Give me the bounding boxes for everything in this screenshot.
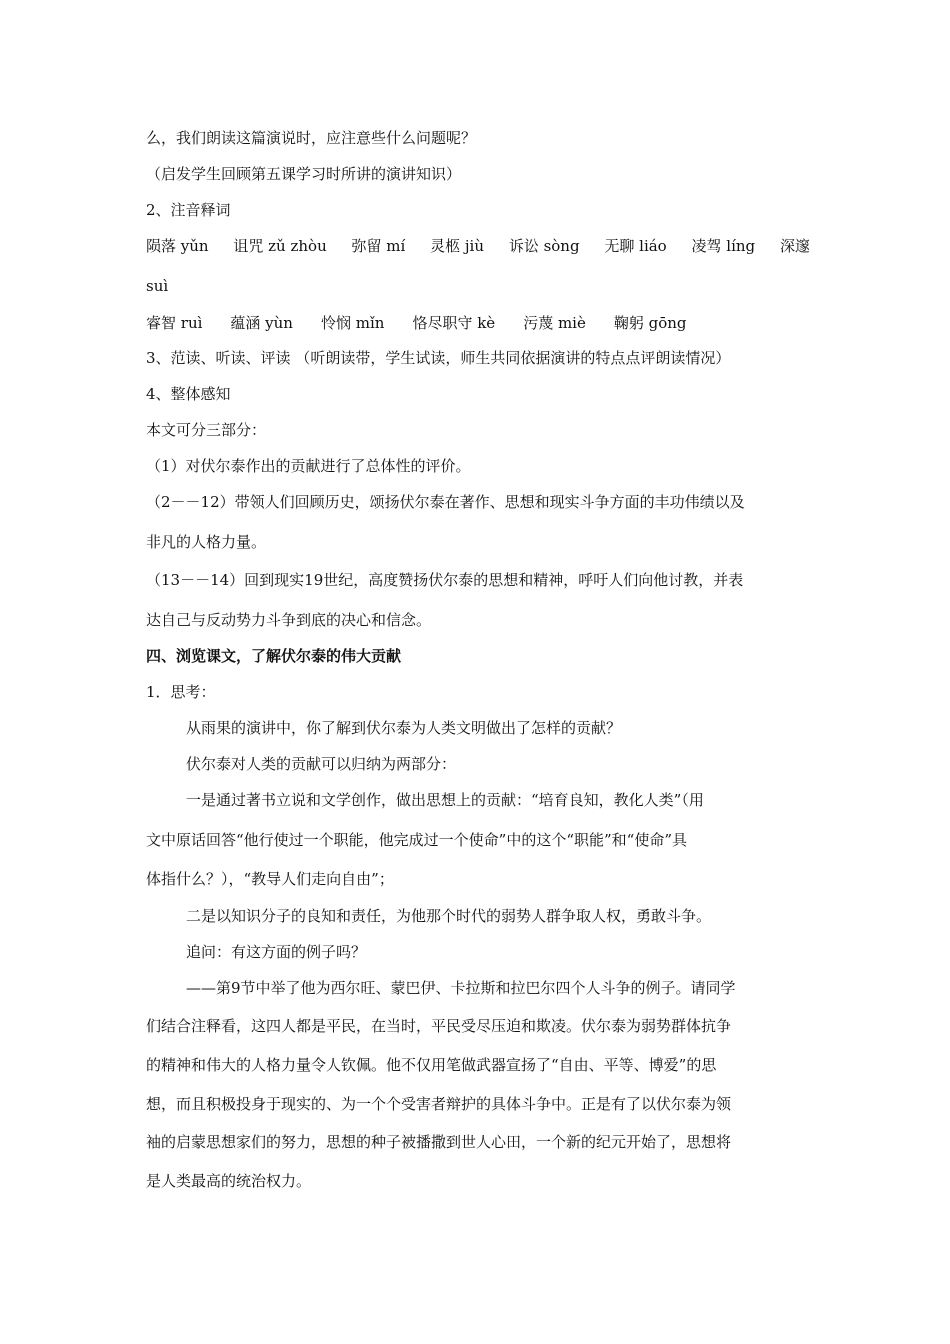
- vocab-item: 恪尽职守 kè: [412, 314, 496, 332]
- vocab-item: 弥留 mí: [351, 237, 406, 255]
- text-line: 是人类最高的统治权力。: [146, 1172, 312, 1190]
- text-line: 袖的启蒙思想家们的努力，思想的种子被播撒到世人心田，一个新的纪元开始了，思想将: [146, 1133, 732, 1151]
- text-line: （13－－14）回到现实19世纪，高度赞扬伏尔泰的思想和精神，呼吁人们向他讨教，并表: [146, 571, 744, 589]
- text-line: 二是以知识分子的良知和责任，为他那个时代的弱势人群争取人权，勇敢斗争。: [186, 907, 712, 925]
- vocab-item: 污蔑 miè: [523, 314, 586, 332]
- vocab-item: 怜悯 mǐn: [320, 314, 385, 332]
- text-line: 4、整体感知: [146, 385, 231, 403]
- vocab-item: 诅咒 zǔ zhòu: [233, 237, 327, 255]
- vocab-row: [146, 236, 810, 256]
- text-line: 们结合注释看，这四人都是平民，在当时，平民受尽压迫和欺凌。伏尔泰为弱势群体抗争: [146, 1017, 732, 1035]
- text-line: 1．思考：: [146, 683, 216, 701]
- vocab-item: 蕴涵 yùn: [230, 314, 293, 332]
- text-line: 本文可分三部分：: [146, 421, 267, 439]
- text-line: 2、注音释词: [146, 201, 231, 219]
- vocab-item: 诉讼 sòng: [508, 237, 580, 255]
- text-line: 体指什么？），“教导人们走向自由”；: [146, 870, 394, 888]
- text-line: 的精神和伟大的人格力量令人钦佩。他不仅用笔做武器宣扬了“自由、平等、博爱”的思: [146, 1056, 717, 1074]
- vocab-row: [146, 313, 810, 333]
- vocab-item: 无聊 liáo: [604, 237, 667, 255]
- vocab-item: 陨落 yǔn: [146, 237, 209, 255]
- text-line: （2－－12）带领人们回顾历史，颂扬伏尔泰在著作、思想和现实斗争方面的丰功伟绩以及: [146, 493, 745, 511]
- text-line: 从雨果的演讲中，你了解到伏尔泰为人类文明做出了怎样的贡献？: [186, 719, 622, 737]
- text-line: 非凡的人格力量。: [146, 533, 267, 551]
- vocab-item: 睿智 ruì: [146, 314, 203, 332]
- text-line: ——第9节中举了他为西尔旺、蒙巴伊、卡拉斯和拉巴尔四个人斗争的例子。请同学: [186, 979, 736, 997]
- text-line: （启发学生回顾第五课学习时所讲的演讲知识）: [146, 165, 462, 183]
- text-line: 一是通过著书立说和文学创作，做出思想上的贡献：“培育良知，教化人类”（用: [186, 791, 704, 809]
- section-heading: 四、浏览课文，了解伏尔泰的伟大贡献: [146, 647, 402, 665]
- text-line: 么，我们朗读这篇演说时，应注意些什么问题呢？: [146, 129, 477, 147]
- text-line: 3、范读、听读、评读 （听朗读带，学生试读，师生共同依据演讲的特点点评朗读情况）: [146, 349, 731, 367]
- text-line: 伏尔泰对人类的贡献可以归纳为两部分：: [186, 755, 457, 773]
- text-line: 文中原话回答“他行使过一个职能，他完成过一个使命”中的这个“职能”和“使命”具: [146, 831, 688, 849]
- text-line: 追问：有这方面的例子吗？: [186, 943, 367, 961]
- vocab-item: 深邃: [779, 237, 810, 255]
- text-line: 想，而且积极投身于现实的、为一个个受害者辩护的具体斗争中。正是有了以伏尔泰为领: [146, 1095, 732, 1113]
- text-line: （1）对伏尔泰作出的贡献进行了总体性的评价。: [146, 457, 471, 475]
- vocab-item: 鞠躬 gōng: [613, 314, 687, 332]
- vocab-item: 凌驾 líng: [691, 237, 756, 255]
- text-line: suì: [146, 277, 169, 295]
- text-line: 达自己与反动势力斗争到底的决心和信念。: [146, 611, 432, 629]
- vocab-item: 灵柩 jiù: [430, 237, 485, 255]
